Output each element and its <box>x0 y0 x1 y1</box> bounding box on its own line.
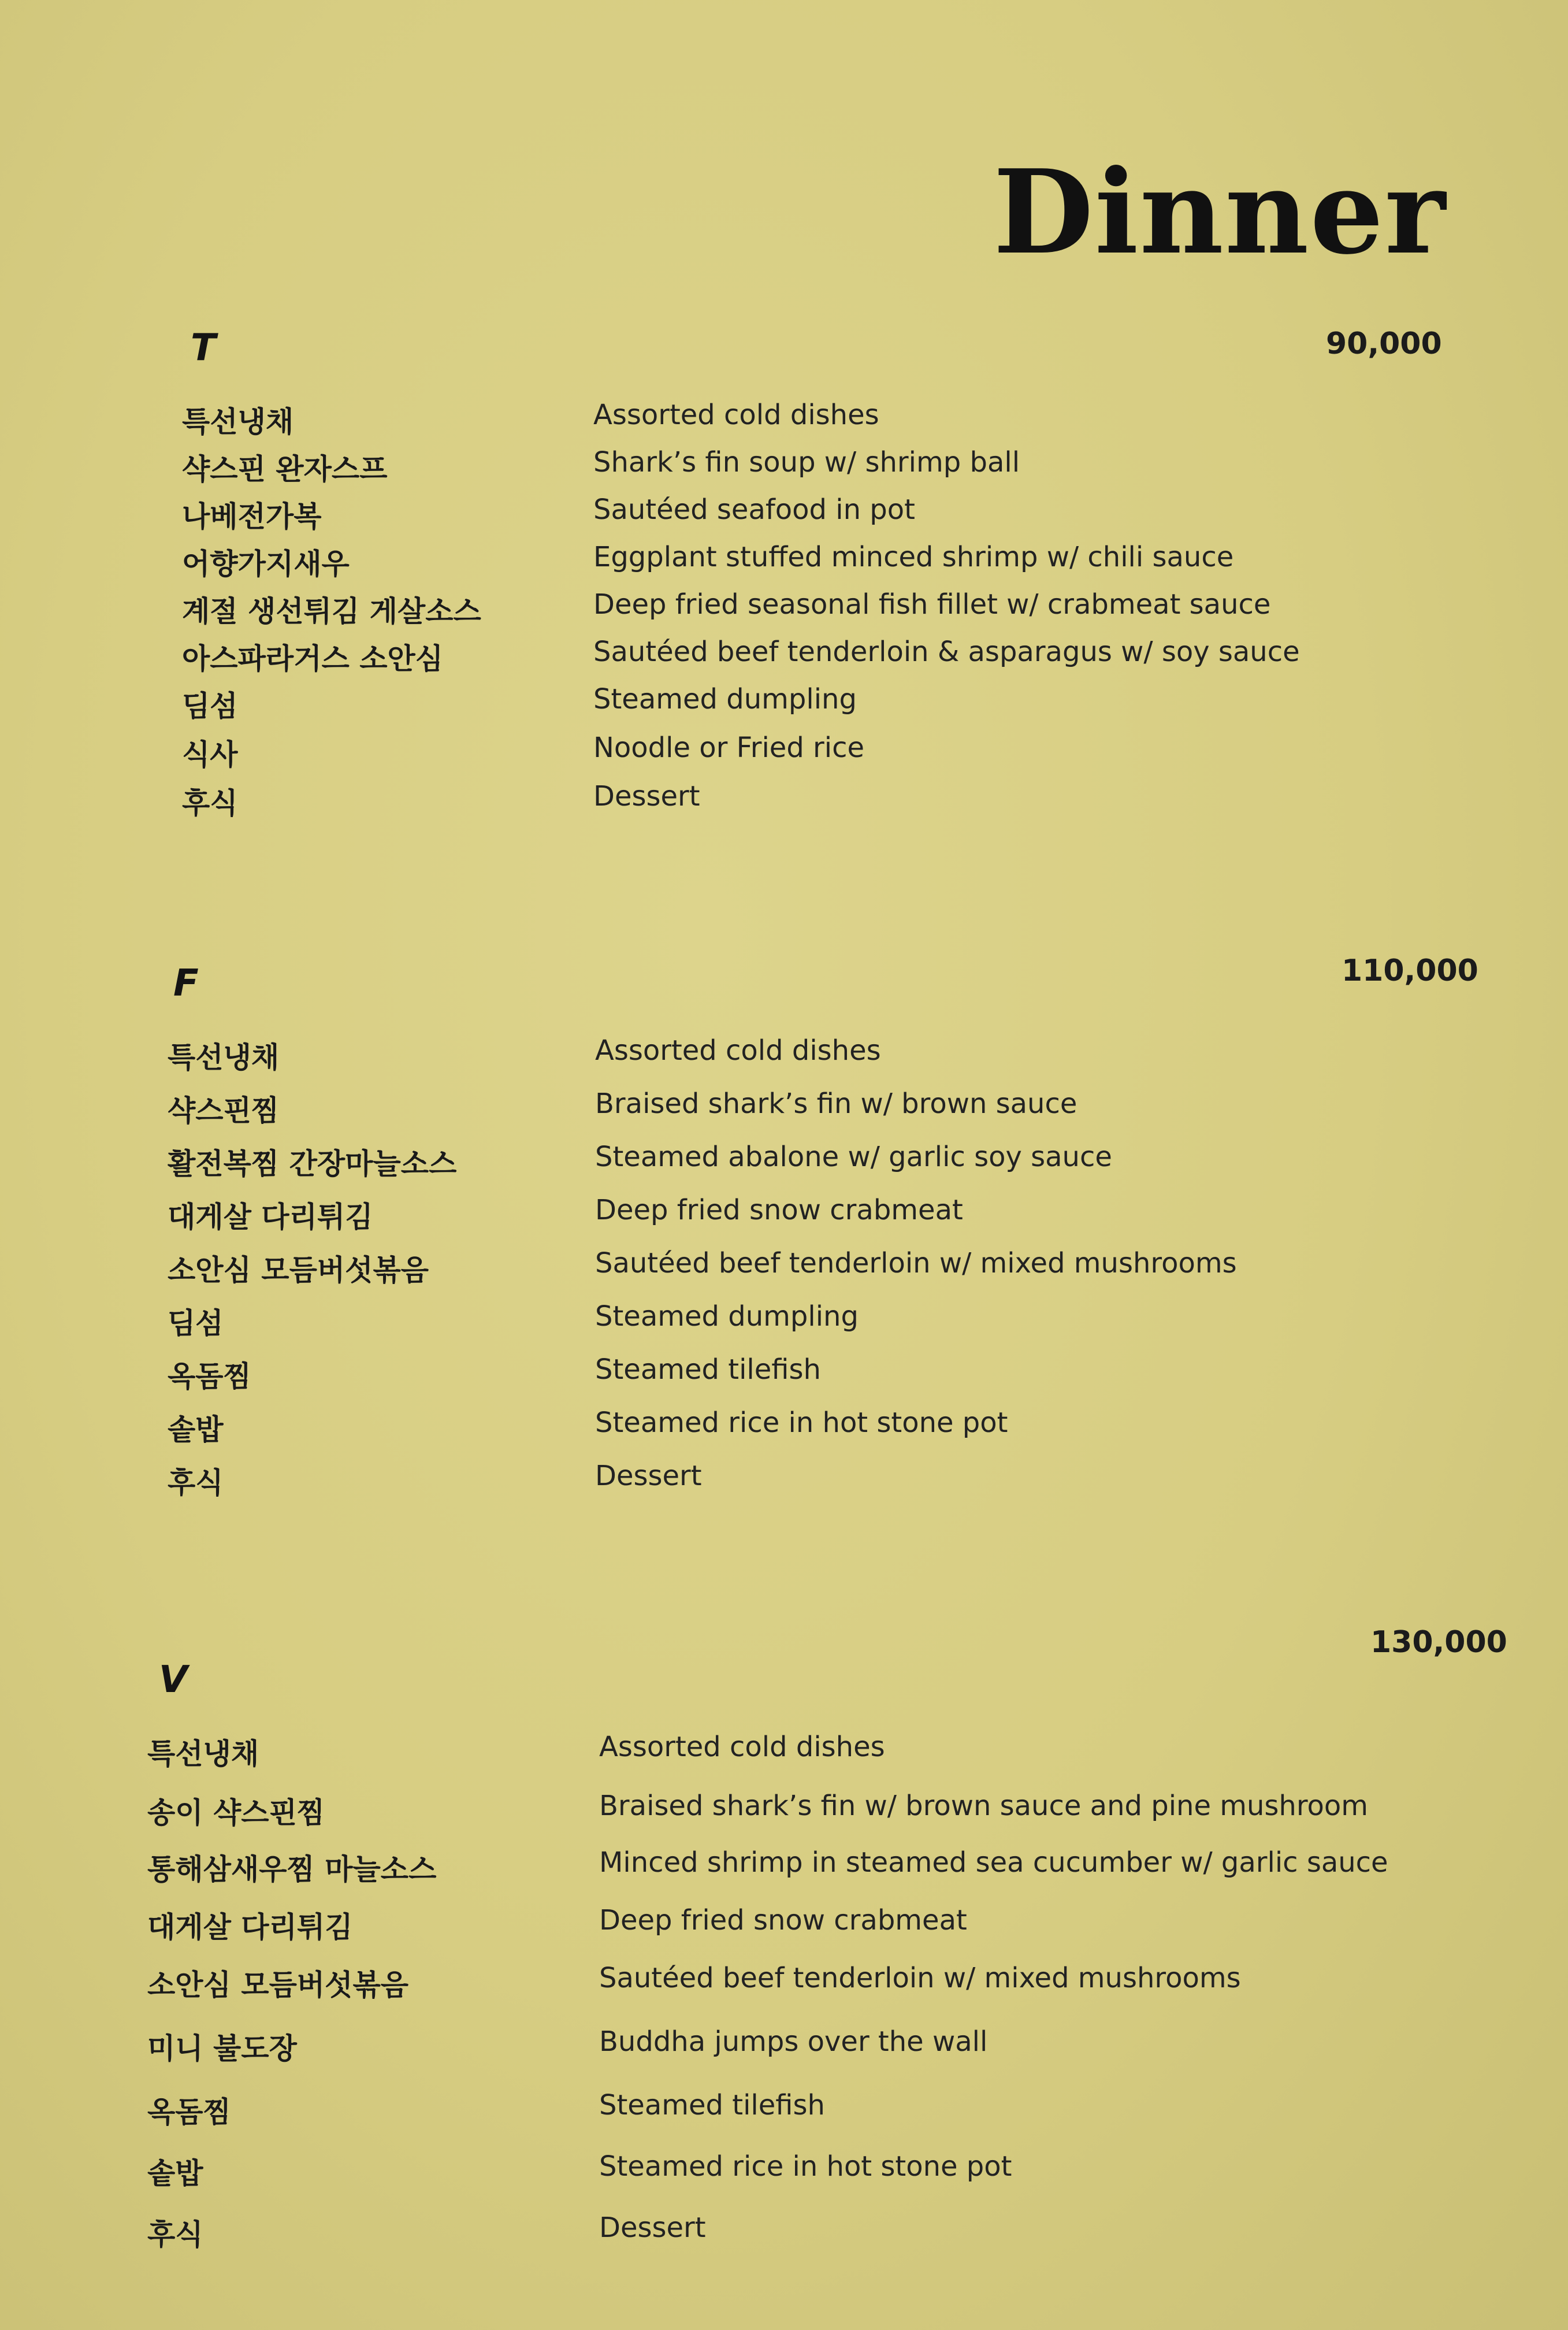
item-korean: 솥밥 <box>168 1413 224 1446</box>
item-english: Braised shark’s fin w/ brown sauce <box>595 1088 1077 1120</box>
item-korean: 딤섬 <box>182 689 238 723</box>
item-english: Steamed dumpling <box>595 1300 859 1333</box>
item-korean: 샥스핀찜 <box>168 1094 280 1127</box>
course-price: 110,000 <box>1342 953 1478 988</box>
item-english: Sautéed seafood in pot <box>593 494 915 526</box>
course-price: 130,000 <box>1370 1625 1507 1660</box>
menu-title: Dinner <box>993 144 1447 280</box>
item-korean: 통해삼새우찜 마늘소스 <box>147 1853 437 1886</box>
course-price: 90,000 <box>1326 327 1442 361</box>
item-english: Steamed dumpling <box>593 683 857 715</box>
item-korean: 딤섬 <box>168 1307 224 1340</box>
course-letter: V <box>159 1659 188 1701</box>
item-korean: 특선냉채 <box>168 1041 280 1074</box>
item-korean: 후식 <box>147 2218 203 2251</box>
item-korean: 어향가지새우 <box>182 547 350 581</box>
item-korean: 옥돔찜 <box>147 2095 231 2129</box>
item-english: Deep fried seasonal fish fillet w/ crabmeat sauce <box>593 588 1271 621</box>
item-korean: 나베전가복 <box>182 500 322 533</box>
item-korean: 소안심 모듬버섯볶음 <box>168 1253 429 1287</box>
item-korean: 송이 샥스핀찜 <box>147 1796 325 1830</box>
item-english: Eggplant stuffed minced shrimp w/ chili sauce <box>593 541 1234 573</box>
item-english: Buddha jumps over the wall <box>599 2025 988 2058</box>
item-english: Dessert <box>595 1460 702 1492</box>
item-english: Assorted cold dishes <box>593 399 879 431</box>
item-korean: 솥밥 <box>147 2157 203 2190</box>
item-korean: 옥돔찜 <box>168 1360 251 1393</box>
item-english: Steamed abalone w/ garlic soy sauce <box>595 1141 1112 1173</box>
item-english: Sautéed beef tenderloin w/ mixed mushrooms <box>595 1247 1237 1279</box>
course-letter: T <box>191 327 216 369</box>
item-korean: 소안심 모듬버섯볶음 <box>147 1968 409 2002</box>
item-english: Shark’s fin soup w/ shrimp ball <box>593 446 1020 478</box>
item-english: Assorted cold dishes <box>599 1731 885 1763</box>
item-korean: 활전복찜 간장마늘소스 <box>168 1147 457 1181</box>
item-english: Steamed rice in hot stone pot <box>595 1407 1008 1439</box>
item-english: Sautéed beef tenderloin w/ mixed mushrooms <box>599 1962 1241 1994</box>
item-korean: 계절 생선튀김 게살소스 <box>182 595 481 628</box>
item-english: Steamed tilefish <box>595 1353 821 1386</box>
course-letter: F <box>173 962 199 1005</box>
item-korean: 아스파라거스 소안심 <box>182 642 444 676</box>
item-korean: 식사 <box>182 738 238 771</box>
item-korean: 대게살 다리튀김 <box>147 1910 353 1944</box>
item-korean: 미니 불도장 <box>147 2032 297 2065</box>
item-english: Assorted cold dishes <box>595 1034 881 1067</box>
item-korean: 특선냉채 <box>182 405 294 439</box>
item-english: Braised shark’s fin w/ brown sauce and pine mushroom <box>599 1790 1369 1822</box>
item-korean: 샥스핀 완자스프 <box>182 452 388 486</box>
item-english: Deep fried snow crabmeat <box>599 1904 967 1936</box>
item-english: Dessert <box>593 780 700 812</box>
item-korean: 대게살 다리튀김 <box>168 1200 373 1234</box>
item-english: Steamed rice in hot stone pot <box>599 2150 1012 2183</box>
item-korean: 후식 <box>182 786 238 820</box>
item-english: Noodle or Fried rice <box>593 732 865 764</box>
item-english: Dessert <box>599 2212 706 2244</box>
item-korean: 후식 <box>168 1466 224 1500</box>
item-english: Steamed tilefish <box>599 2089 825 2121</box>
item-english: Deep fried snow crabmeat <box>595 1194 963 1226</box>
item-english: Minced shrimp in steamed sea cucumber w/ garlic sauce <box>599 1846 1388 1879</box>
item-english: Sautéed beef tenderloin & asparagus w/ soy sauce <box>593 636 1300 668</box>
item-korean: 특선냉채 <box>147 1737 259 1771</box>
